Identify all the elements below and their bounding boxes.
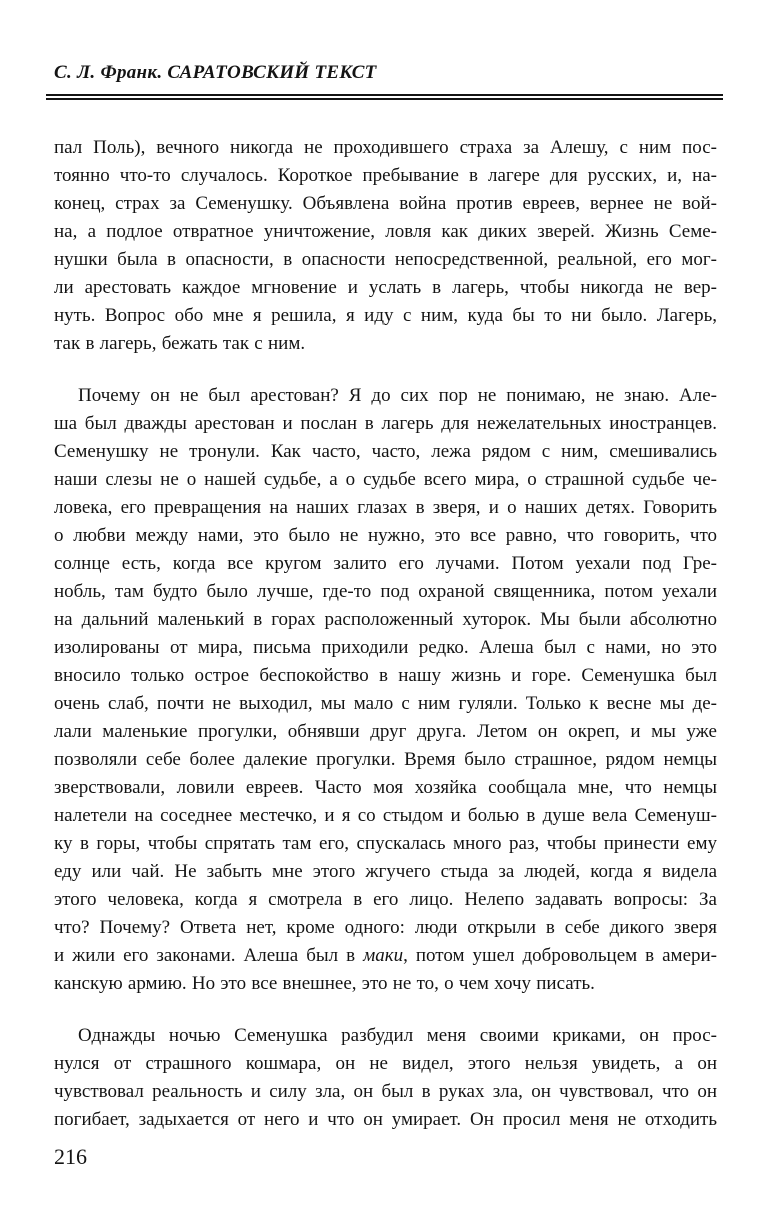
text-line: на, а подлое отвратное уничтожение, ловля как диких зверей. Жизнь Семе- [54,221,717,242]
text-line: Семенушку не тронули. Как часто, часто, лежа рядом с ним, смешивались [54,441,717,462]
text-line: так в лагерь, бежать так с ним. [54,333,306,354]
text-line: нобль, там будто было лучше, где-то под охраной священника, потом уехали [54,581,717,602]
text-line: этого человека, когда я смотрела в его лицо. Нелепо задавать вопросы: За [54,889,717,910]
text-line: вносило только острое беспокойство в нашу жизнь и горе. Семенушка был [54,665,717,686]
text-block [54,134,717,1134]
text-line: зверствовали, ловили евреев. Часто моя хозяйка сообщала мне, что немцы [54,777,717,798]
running-header: С. Л. Франк. САРАТОВСКИЙ ТЕКСТ [54,62,377,83]
text-line: солнце есть, когда все кругом залито его лучами. Потом уехали под Гре- [54,553,717,574]
text-line: что? Почему? Ответа нет, кроме одного: люди открыли в себе дикого зверя [54,917,717,938]
text-line: конец, страх за Семенушку. Объявлена война против евреев, вернее не вой- [54,193,717,214]
text-line: ша был дважды арестован и послан в лагерь для нежелательных иностранцев. [54,413,717,434]
text-line: пал Поль), вечного никогда не проходившего страха за Алешу, с ним пос- [54,137,717,158]
text-line: ку в горы, чтобы спрятать там его, спускалась много раз, чтобы принести ему [54,833,717,854]
paragraph [54,1022,717,1134]
text-line: тоянно что-то случалось. Короткое пребывание в лагере для русских, и, на- [54,165,717,186]
text-line: ловека, его превращения на наших глазах в зверя, и о наших детях. Говорить [54,497,717,518]
text-line: ли арестовать каждое мгновение и услать в лагерь, чтобы никогда не вер- [54,277,717,298]
text-line: чувствовал реальность и силу зла, он был в руках зла, он чувствовал, что он [54,1081,717,1102]
header-divider-rule [46,94,723,100]
paragraph [54,382,717,998]
text-line: изолированы от мира, письма приходили редко. Алеша был с нами, но это [54,637,717,658]
text-segment: и жили его законами. Алеша был в [54,945,364,966]
text-line: погибает, задыхается от него и что он умирает. Он просил меня не отходить [54,1109,717,1130]
text-line: наши слезы не о нашей судьбе, а о судьбе всего мира, о страшной судьбе че- [54,469,717,490]
text-line [54,942,717,970]
text-line: еду или чай. Не забыть мне этого жгучего стыда за людей, когда я видела [54,861,717,882]
text-line: позволяли себе более далекие прогулки. Время было страшное, рядом немцы [54,749,717,770]
text-line: нулся от страшного кошмара, он не видел, этого нельзя увидеть, а он [54,1053,717,1074]
text-line: на дальний маленький в горах расположенный хуторок. Мы были абсолютно [54,609,717,630]
text-segment: , потом ушел добровольцем в амери- [403,945,717,966]
text-line: нуть. Вопрос обо мне я решила, я иду с ним, куда бы то ни было. Лагерь, [54,305,717,326]
text-line: налетели на соседнее местечко, и я со стыдом и болью в душе вела Семенуш- [54,805,717,826]
text-line: Почему он не был арестован? Я до сих пор не понимаю, не знаю. Але- [78,385,717,406]
text-line: лали маленькие прогулки, обнявши друг друга. Летом он окреп, и мы уже [54,721,717,742]
paragraph [54,134,717,358]
text-line: канскую армию. Но это все внешнее, это не то, о чем хочу писать. [54,973,595,994]
text-line: Однажды ночью Семенушка разбудил меня своими криками, он прос- [78,1025,717,1046]
text-line: о любви между нами, это было не нужно, это все равно, что говорить, что [54,525,717,546]
page-number: 216 [54,1144,87,1169]
italic-term: маки [363,945,404,966]
text-line: нушки была в опасности, в опасности непосредственной, реальной, его мог- [54,249,717,270]
text-line: очень слаб, почти не выходил, мы мало с ним гуляли. Только к весне мы де- [54,693,717,714]
